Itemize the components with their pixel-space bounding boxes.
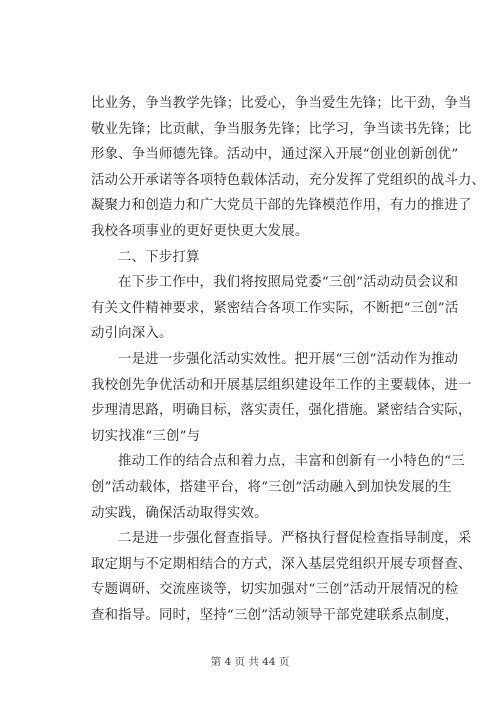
text-line: 我校各项事业的更好更快更大发展。 (91, 223, 309, 239)
page-footer: 第 4 页 共 44 页 (210, 656, 290, 668)
text-line: 一是进一步强化活动实效性。把开展“三创”活动作为推动 (118, 351, 459, 367)
text-line: 凝聚力和创造力和广大党员干部的先锋模范作用，有力的推进了 (91, 198, 472, 214)
body-text (91, 91, 486, 628)
text-line: 切实找准“三创”与 (91, 428, 201, 444)
text-line: 在下步工作中，我们将按照局党委“三创”活动动员会议和 (118, 275, 459, 291)
text-line: 动引向深入。 (91, 326, 173, 342)
text-line: 动实践，确保活动取得实效。 (91, 505, 268, 521)
text-line: 比业务，争当教学先锋；比爱心，争当爱生先锋；比干劲，争当 (91, 96, 472, 111)
text-line: 取定期与不定期相结合的方式，深入基层党组织开展专项督查、 (91, 556, 472, 572)
text-line: 形象、争当师德先锋。活动中，通过深入开展“创业创新创优” (91, 147, 459, 163)
text-line: 查和指导。同时，坚持“三创”活动领导干部党建联系点制度， (91, 607, 459, 623)
text-line: 我校创先争优活动和开展基层组织建设年工作的主要载体，进一 (91, 377, 472, 393)
text-line: 敬业先锋；比贡献，争当服务先锋；比学习，争当读书先锋；比 (91, 121, 472, 137)
text-line: 二是进一步强化督查指导。严格执行督促检查指导制度，采 (118, 531, 472, 547)
text-line: 创”活动载体，搭建平台，将“三创”活动融入到加快发展的生 (91, 479, 452, 495)
section-heading: 二、下步打算 (118, 249, 200, 265)
text-line: 步理清思路，明确目标，落实责任，强化措施。紧密结合实际， (91, 403, 472, 419)
text-line: 推动工作的结合点和着力点，丰富和创新有一小特色的“三 (118, 454, 465, 470)
text-line: 有关文件精神要求，紧密结合各项工作实际，不断把“三创”活 (91, 300, 459, 316)
text-line: 专题调研、交流座谈等，切实加强对“三创”活动开展情况的检 (91, 582, 459, 598)
text-line: 活动公开承诺等各项特色载体活动，充分发挥了党组织的战斗力、 (91, 172, 486, 188)
